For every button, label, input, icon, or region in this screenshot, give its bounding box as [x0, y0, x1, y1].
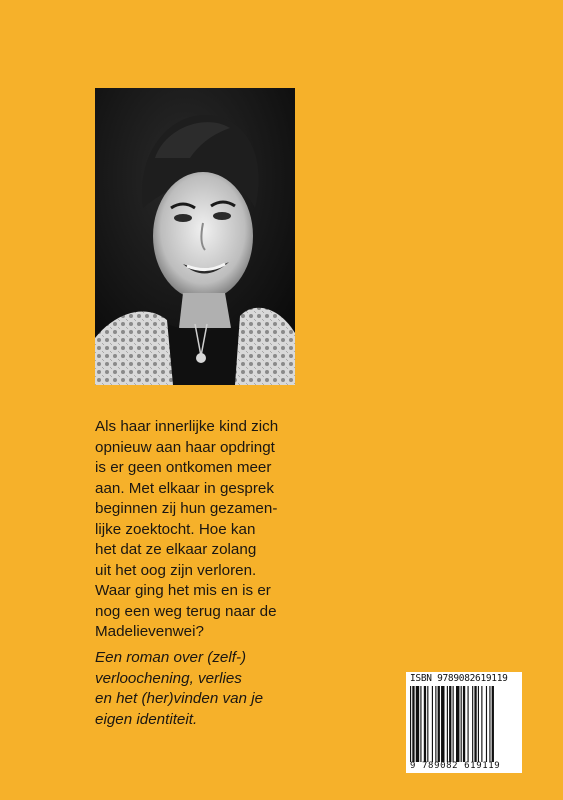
barcode-bar	[420, 686, 421, 762]
isbn-barcode	[406, 672, 522, 773]
blurb-line: beginnen zij hun gezamen-	[95, 500, 278, 517]
barcode-bar	[472, 686, 473, 762]
barcode-bar	[468, 686, 469, 762]
tagline-line: eigen identiteit.	[95, 710, 198, 728]
barcode-bar	[447, 686, 448, 762]
tagline-line: Een roman over (zelf-)	[95, 649, 247, 666]
blurb-line: Als haar innerlijke kind zich	[95, 418, 279, 435]
isbn-label: ISBN 9789082619119	[410, 673, 508, 684]
barcode-bar	[449, 686, 451, 762]
barcode-bar	[416, 686, 419, 762]
blurb-line: Waar ging het mis en is er	[95, 582, 271, 599]
barcode-bar	[456, 686, 459, 762]
blurb-line: uit het oog zijn verloren.	[95, 561, 257, 579]
barcode-bars	[410, 686, 518, 762]
blurb-line: het dat ze elkaar zolang	[95, 541, 257, 558]
barcode-bar	[432, 686, 433, 762]
blurb-line: is er geen ontkomen meer	[95, 459, 272, 476]
barcode-bar	[410, 686, 411, 762]
blurb-line: opnieuw aan haar opdringt	[95, 438, 275, 456]
barcode-bar	[412, 686, 414, 762]
blurb-line: nog een weg terug naar de	[95, 602, 277, 620]
tagline-line: en het (her)vinden van je	[95, 690, 264, 707]
barcode-bar	[441, 686, 444, 762]
barcode-bar	[424, 686, 426, 762]
barcode-bar	[486, 686, 487, 762]
barcode-bar	[461, 686, 462, 762]
barcode-bar	[435, 686, 436, 762]
barcode-bar	[474, 686, 476, 762]
blurb-line: lijke zoektocht. Hoe kan	[95, 520, 256, 538]
author-photo	[95, 88, 295, 385]
barcode-bar	[489, 686, 490, 762]
blurb-line: aan. Met elkaar in gesprek	[95, 479, 274, 497]
barcode-bar	[427, 686, 428, 762]
tagline-line: verloochening, verlies	[95, 669, 242, 687]
author-portrait-image	[95, 88, 295, 385]
blurb-line: Madelievenwei?	[95, 623, 204, 640]
book-tagline	[95, 648, 425, 730]
barcode-bar	[478, 686, 479, 762]
barcode-digits: 9 789082 619119	[410, 761, 501, 771]
barcode-bar	[492, 686, 494, 762]
barcode-bar	[481, 686, 482, 762]
barcode-bar	[463, 686, 465, 762]
back-cover-blurb	[95, 417, 425, 643]
barcode-bar	[453, 686, 454, 762]
barcode-bar	[438, 686, 440, 762]
